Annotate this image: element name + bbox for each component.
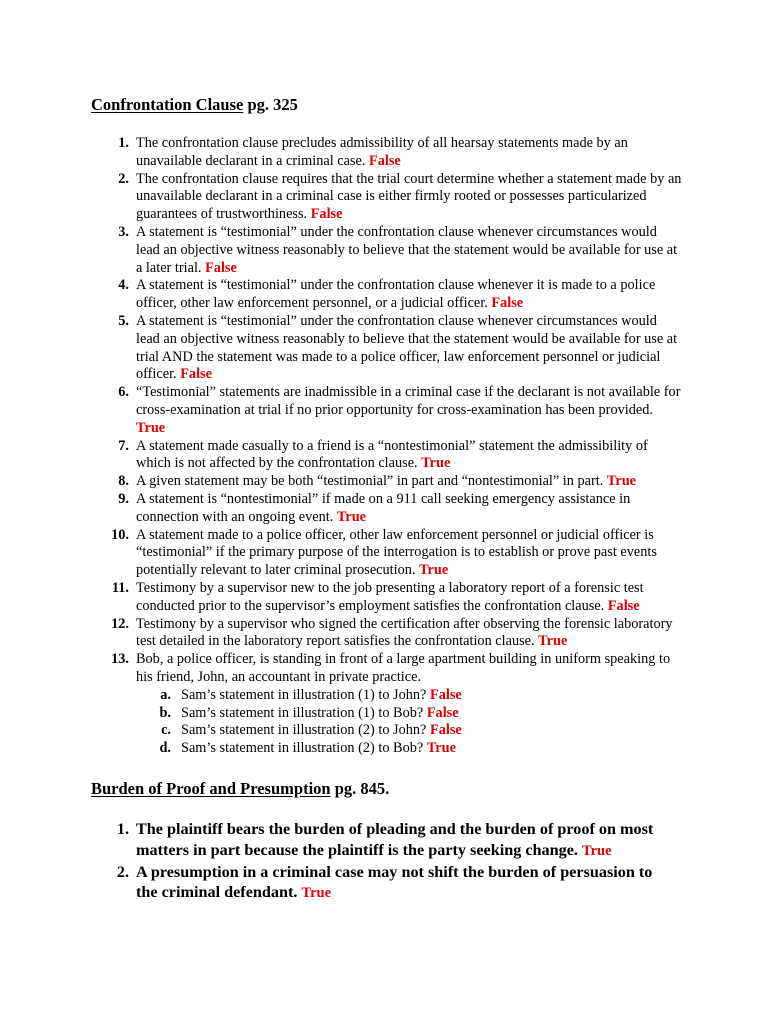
question-text: A statement is “testimonial” under the confrontation clause whenever circumstances would lead an objective witness reasonably to believe that the statement would be available for use at a later trial. xyxy=(136,223,678,276)
item-number: 5. xyxy=(118,312,129,329)
item-number: 8. xyxy=(118,473,129,490)
list-item xyxy=(0,616,768,652)
question-text: Bob, a police officer, is standing in front of a large apartment building in uniform speaking to his friend, John, an accountant in private practice. xyxy=(136,651,671,685)
item-number: 2. xyxy=(116,862,129,881)
answer-label: False xyxy=(429,686,462,703)
answer-label: False xyxy=(369,152,401,169)
list-item xyxy=(0,438,768,474)
item-number: 1. xyxy=(118,135,129,151)
item-number: 6. xyxy=(118,384,129,401)
question-text: A statement is “testimonial” under the confrontation clause whenever circumstances would lead an objective witness reasonably to believe that the statement would be available for use at trial AND the statement was made to a police officer, law enforcement personnel or judicial officer. xyxy=(136,312,678,383)
list-item xyxy=(0,277,768,313)
section-title: Confrontation Clause xyxy=(91,95,244,114)
sub-question-list xyxy=(0,687,768,758)
item-number: 11. xyxy=(111,579,129,596)
list-item xyxy=(0,224,768,277)
item-number: 7. xyxy=(118,437,129,454)
answer-label: True xyxy=(426,740,456,757)
answer-label: False xyxy=(491,295,524,312)
list-item xyxy=(0,171,768,224)
question-text: Testimony by a supervisor new to the job presenting a laboratory report of a forensic test conducted prior to the supervisor’s employment satisfies the confrontation clause. xyxy=(136,579,644,614)
item-number: 10. xyxy=(111,526,129,543)
sub-item-letter: d. xyxy=(159,740,171,757)
list-item xyxy=(0,580,768,616)
question-list-confrontation xyxy=(0,135,768,758)
list-item xyxy=(0,135,768,171)
sub-question-text: Sam’s statement in illustration (1) to Bob? xyxy=(181,704,427,721)
answer-label: False xyxy=(205,259,237,276)
item-number: 2. xyxy=(118,170,129,187)
answer-label: False xyxy=(180,366,212,383)
page-reference: pg. 325 xyxy=(243,95,298,114)
answer-label: False xyxy=(310,206,343,223)
question-text: A statement made to a police officer, other law enforcement personnel or judicial officer is “testimonial” if the primary purpose of the interrogation is to establish or prove past events potentially relevant to later criminal prosecution. xyxy=(136,526,657,579)
question-text: A statement is “testimonial” under the confrontation clause whenever it is made to a police officer, other law enforcement personnel, or a judicial officer. xyxy=(136,277,656,312)
answer-label: False xyxy=(426,704,459,721)
answer-label: False xyxy=(607,597,640,614)
question-text: A statement is “nontestimonial” if made on a 911 call seeking emergency assistance in connection with an ongoing event. xyxy=(136,490,631,525)
sub-list-item xyxy=(0,705,768,723)
list-item xyxy=(0,313,768,384)
answer-label: True xyxy=(606,473,637,490)
sub-question-text: Sam’s statement in illustration (2) to Bob? xyxy=(181,740,427,757)
sub-list-item xyxy=(0,740,768,758)
answer-label: True xyxy=(136,419,166,436)
question-text: A presumption in a criminal case may not shift the burden of persuasion to the criminal defendant. xyxy=(136,862,653,902)
item-number: 1. xyxy=(116,820,129,838)
item-number: 4. xyxy=(118,277,129,294)
question-text: Testimony by a supervisor who signed the certification after observing the forensic laboratory test detailed in the laboratory report satisfies the confrontation clause. xyxy=(136,615,673,650)
sub-item-letter: a. xyxy=(160,686,171,703)
answer-label: True xyxy=(336,508,367,525)
question-text: The confrontation clause requires that the trial court determine whether a statement made by an unavailable declarant in a criminal case is either firmly rooted or possesses particularized guarantees of trustworthiness. xyxy=(136,170,682,223)
question-text: The confrontation clause precludes admissibility of all hearsay statements made by an unavailable declarant in a criminal case. xyxy=(136,135,628,169)
answer-label: True xyxy=(582,842,612,859)
sub-list-item xyxy=(0,722,768,740)
list-item xyxy=(0,473,768,491)
sub-question-text: Sam’s statement in illustration (2) to John? xyxy=(181,722,430,739)
answer-label: True xyxy=(538,633,568,650)
section-title: Burden of Proof and Presumption xyxy=(91,779,331,798)
item-number: 9. xyxy=(118,490,129,507)
answer-label: False xyxy=(429,722,462,739)
answer-label: True xyxy=(301,885,331,902)
sub-item-letter: c. xyxy=(161,722,171,739)
page-reference: pg. 845. xyxy=(330,779,390,798)
sub-item-letter: b. xyxy=(159,704,171,721)
question-text: “Testimonial” statements are inadmissible in a criminal case if the declarant is not available for cross-examination at trial if no prior opportunity for cross-examination has been provided. xyxy=(136,384,681,418)
item-number: 3. xyxy=(118,223,129,240)
list-item xyxy=(0,651,768,758)
list-item xyxy=(0,527,768,580)
item-number: 13. xyxy=(111,651,129,668)
list-item xyxy=(0,819,768,862)
list-item xyxy=(0,862,768,905)
section-heading-confrontation xyxy=(91,95,298,115)
list-item xyxy=(0,491,768,527)
answer-label: True xyxy=(421,455,451,472)
list-item xyxy=(0,384,768,437)
question-text: A statement made casually to a friend is a “nontestimonial” statement the admissibility of which is not affected by the confrontation clause. xyxy=(136,437,648,472)
question-list-burden-of-proof xyxy=(0,819,768,904)
question-text: A given statement may be both “testimonial” in part and “nontestimonial” in part. xyxy=(136,473,607,490)
sub-question-text: Sam’s statement in illustration (1) to John? xyxy=(181,686,430,703)
question-text: The plaintiff bears the burden of pleading and the burden of proof on most matters in part because the plaintiff is the party seeking change. xyxy=(136,820,654,859)
answer-label: True xyxy=(419,562,449,579)
sub-list-item xyxy=(0,687,768,705)
item-number: 12. xyxy=(111,615,129,632)
section-heading-burden-of-proof xyxy=(91,779,389,799)
